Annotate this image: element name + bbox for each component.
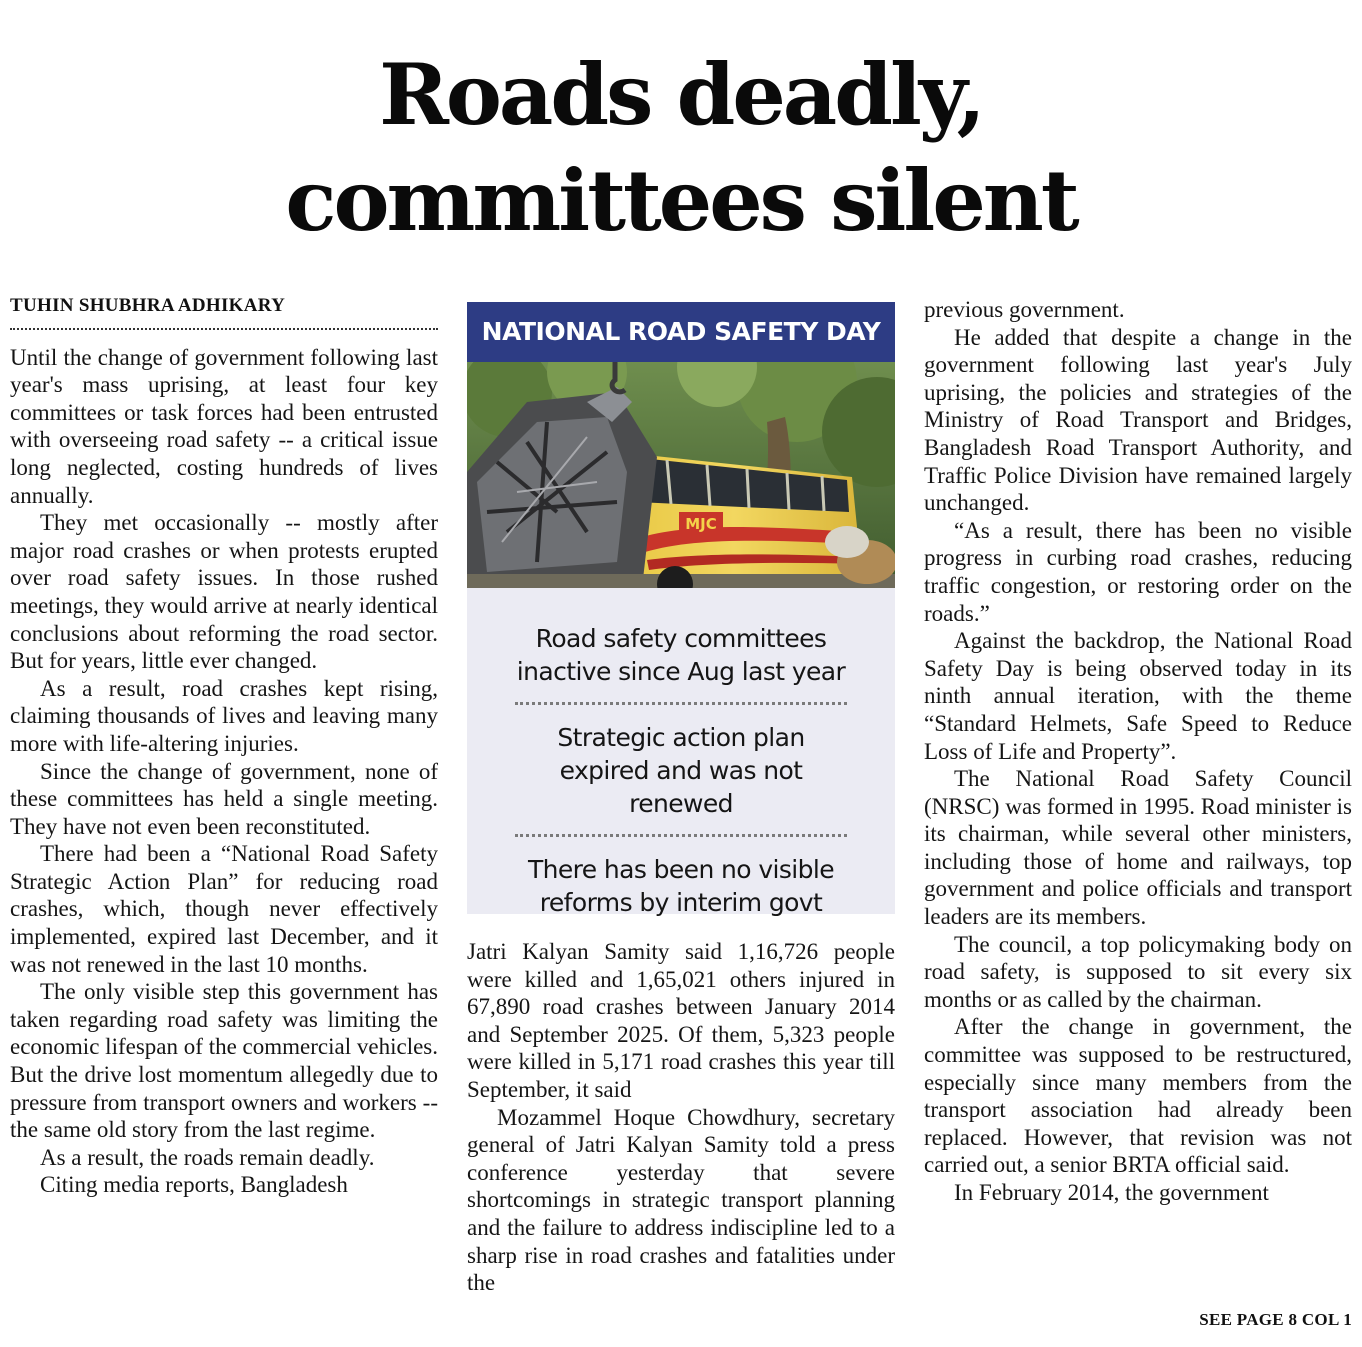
dotted-divider (515, 834, 847, 837)
continuation-reference: SEE PAGE 8 COL 1 (1199, 1310, 1352, 1329)
headline-line-2: committees silent (285, 151, 1077, 250)
paragraph: “As a result, there has been no visible progress in curbing road crashes, reducing traffic congestion, or restoring order on the roads.” (924, 517, 1352, 626)
headline (0, 42, 1362, 254)
paragraph: Mozammel Hoque Chowdhury, secretary general of Jatri Kalyan Samity told a press conference yesterday that severe shortcomings in strategic transport planning and the failure to address indiscipline led to a sharp rise in road crashes and fatalities under the (467, 1104, 895, 1296)
paragraph: As a result, road crashes kept rising, claiming thousands of lives and leaving many more with life-altering injuries. (10, 675, 438, 756)
key-point: There has been no visible reforms by interim govt (527, 855, 835, 917)
paragraph: They met occasionally -- mostly after major road crashes or when protests erupted over road safety issues. In those rushed meetings, they would arrive at nearly identical conclusions about reforming the road sector. But for years, little ever changed. (10, 510, 438, 674)
paragraph: Against the backdrop, the National Road Safety Day is being observed today in its ninth annual iteration, with the theme “Standard Helmets, Safe Speed to Reduce Loss of Life and Property”. (924, 628, 1352, 764)
key-point: Road safety committees inactive since Aug last year (516, 624, 846, 686)
article-column-3 (924, 296, 1352, 1207)
paragraph: The National Road Safety Council (NRSC) was formed in 1995. Road minister is its chairman, while several other ministers, including those of home and railways, top government and police officials and transport leaders are its members. (924, 766, 1352, 930)
crash-bus-photo (467, 362, 895, 588)
paragraph: Until the change of government following last year's mass uprising, at least four key committees or task forces had been entrusted with overseeing road safety -- a critical issue long neglected, costing hundreds of lives annually. (10, 344, 438, 508)
bus-logo-text: MJC (685, 515, 717, 533)
info-box (467, 302, 895, 917)
paragraph: The council, a top policymaking body on road safety, is supposed to sit every six months or as called by the chairman. (924, 931, 1352, 1012)
dotted-divider (515, 702, 847, 705)
paragraph: previous government. (924, 297, 1125, 322)
paragraph: Jatri Kalyan Samity said 1,16,726 people were killed and 1,65,021 others injured in 67,890 road crashes between January 2014 and September 2025. Of them, 5,323 people were killed in 5,171 road crashes this year till September, it said (467, 939, 895, 1102)
paragraph: Since the change of government, none of these committees has held a single meeting. They have not even been reconstituted. (10, 758, 438, 839)
key-point: Strategic action plan expired and was not renewed (557, 723, 805, 818)
paragraph: As a result, the roads remain deadly. (40, 1144, 375, 1170)
key-points (467, 588, 895, 933)
info-box-title: NATIONAL ROAD SAFETY DAY (467, 302, 895, 362)
article-column-2 (467, 938, 895, 1297)
paragraph: After the change in government, the committee was supposed to be restructured, especially since many members from the transport association had already been replaced. However, that revision was not carried out, a senior BRTA official said. (924, 1014, 1352, 1178)
paragraph: He added that despite a change in the government following last year's July uprising, the policies and strategies of the Ministry of Road Transport and Bridges, Bangladesh Road Transport Authority, and Traffic Police Division have remained largely unchanged. (924, 324, 1352, 516)
paragraph: There had been a “National Road Safety Strategic Action Plan” for reducing road crashes, which, though never effectively implemented, expired last December, and it was not renewed in the last 10 months. (10, 841, 438, 977)
paragraph: The only visible step this government has taken regarding road safety was limiting the economic lifespan of the commercial vehicles. But the drive lost momentum allegedly due to pressure from transport owners and workers -- the same old story from the last regime. (10, 979, 438, 1143)
headline-line-1: Roads deadly, (379, 45, 983, 144)
paragraph: Citing media reports, Bangladesh (40, 1172, 348, 1198)
paragraph: In February 2014, the government (954, 1180, 1269, 1205)
byline: TUHIN SHUBHRA ADHIKARY (10, 292, 438, 330)
article-column-1 (10, 292, 438, 1199)
